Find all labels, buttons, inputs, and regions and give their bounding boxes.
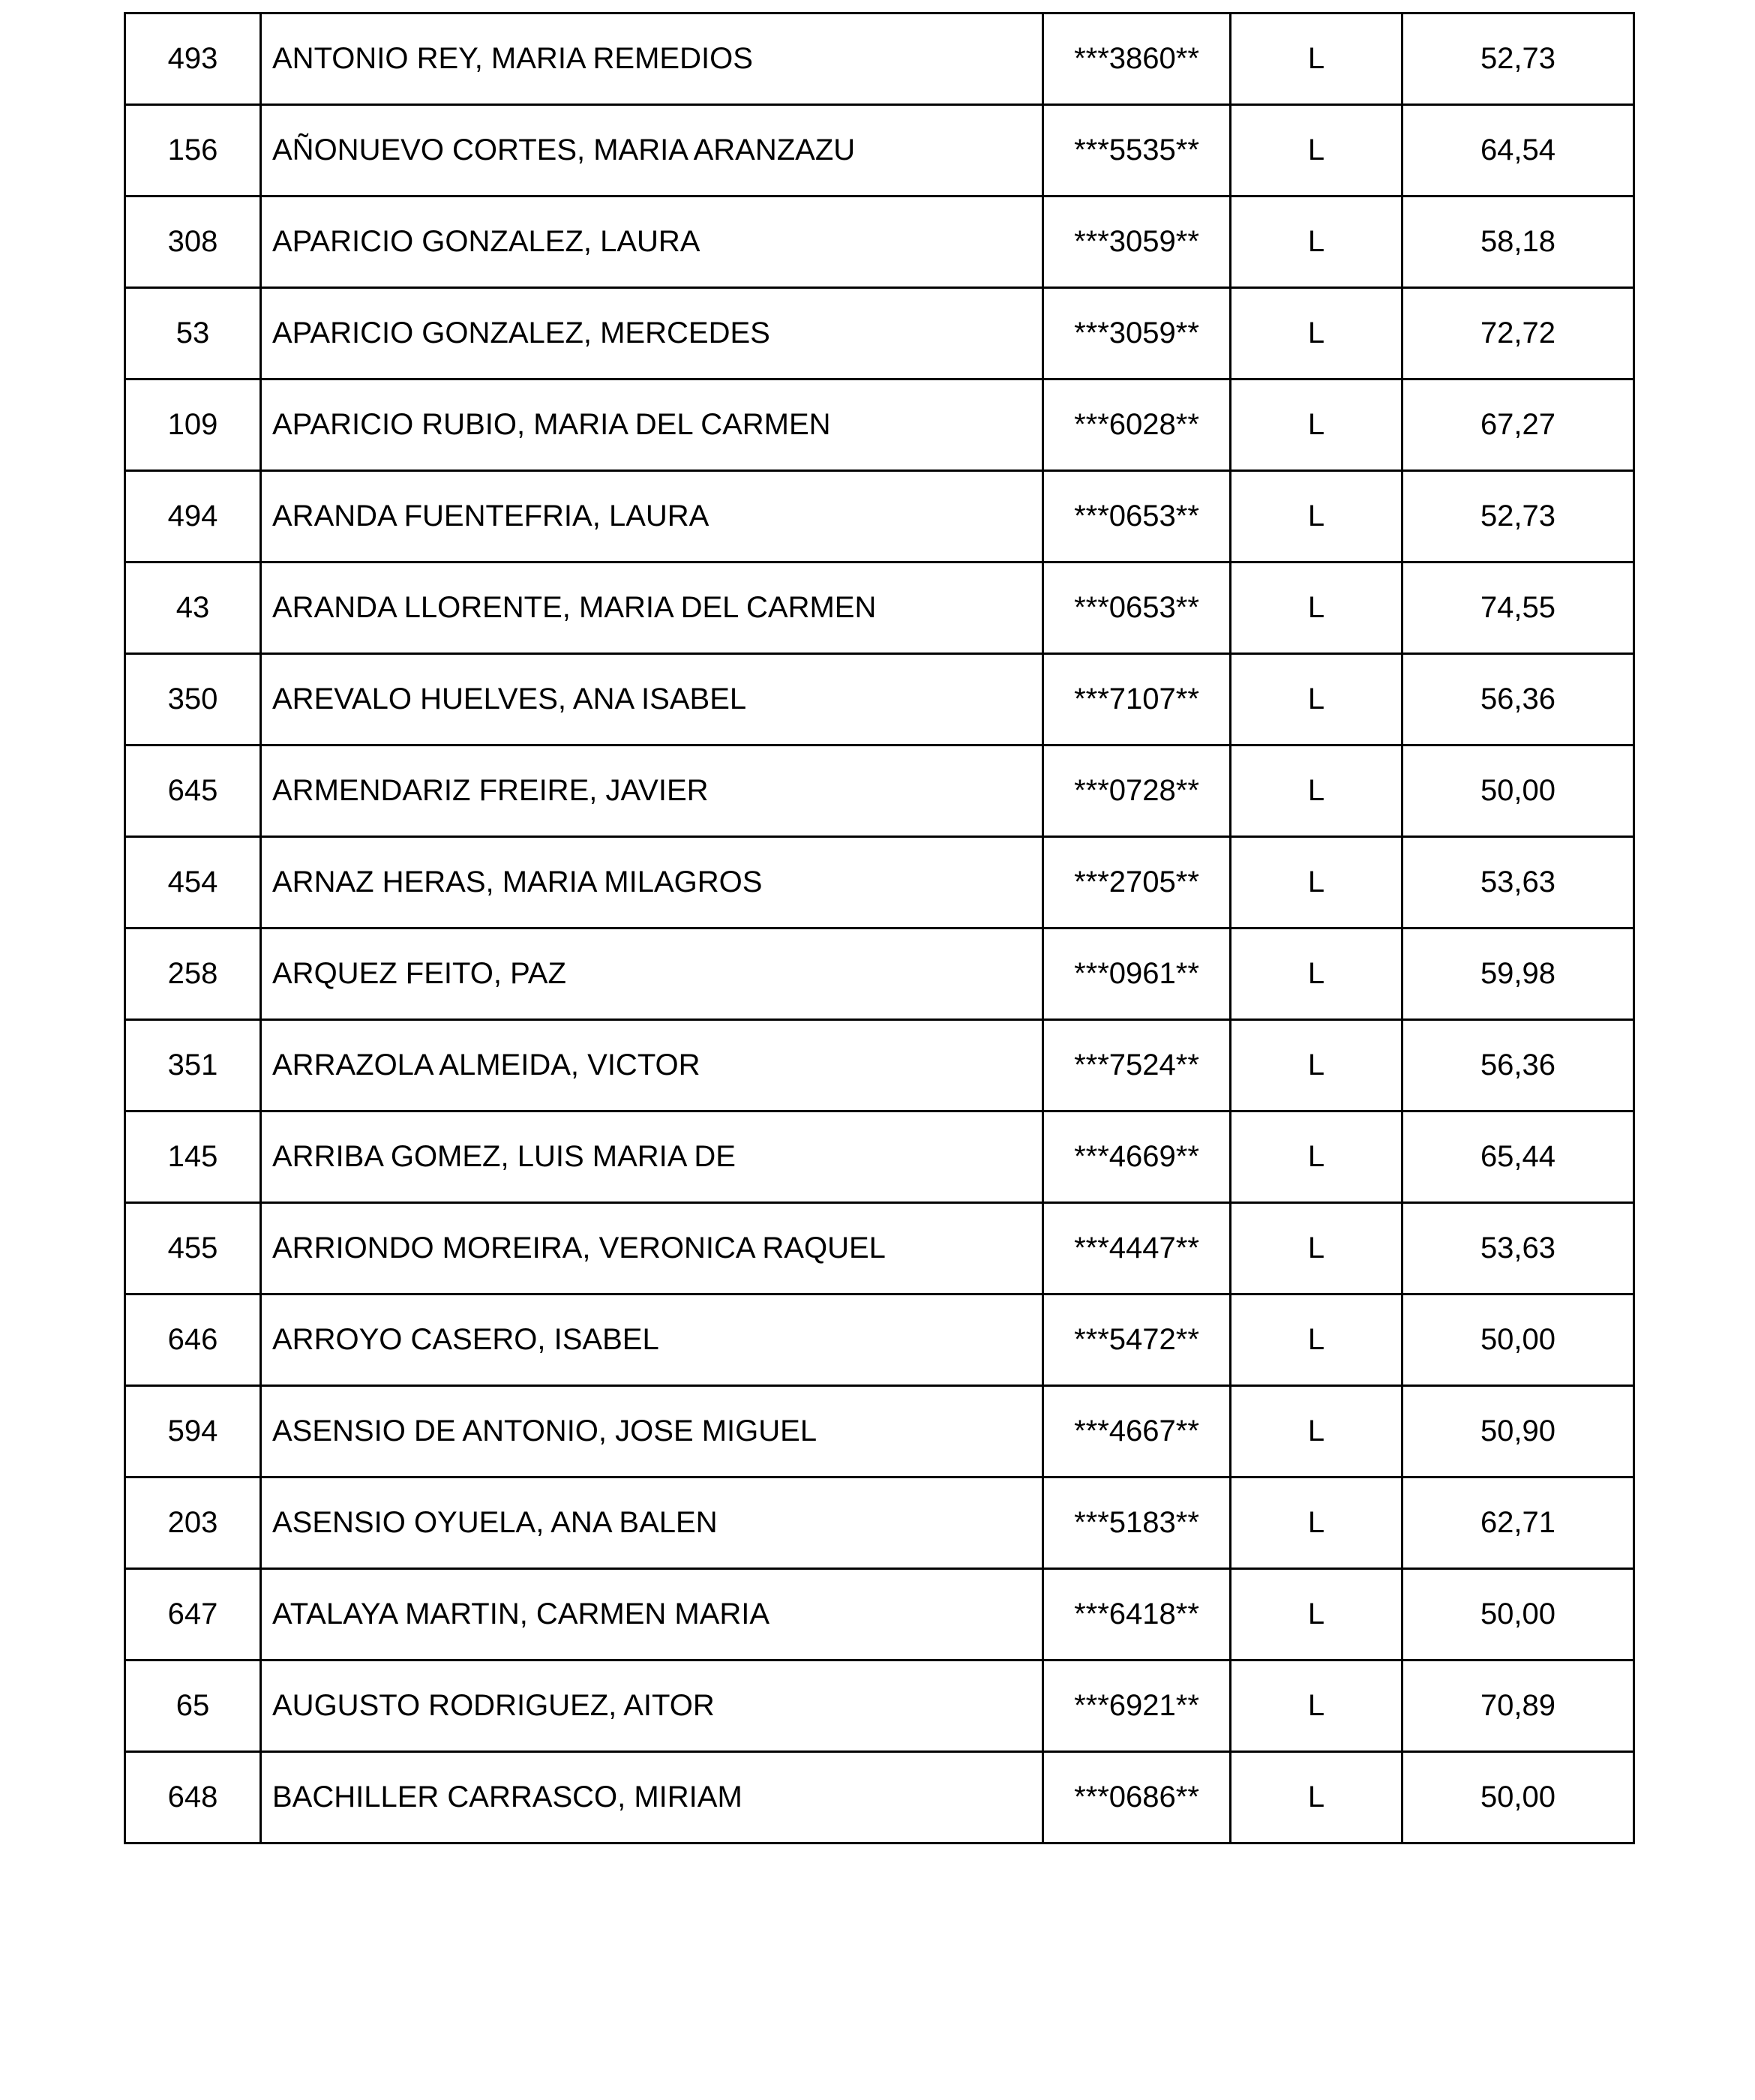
- turn-type-cell: L: [1231, 196, 1402, 288]
- turn-type-cell: L: [1231, 14, 1402, 105]
- table-row: [125, 837, 1634, 928]
- score-cell: 72,72: [1402, 288, 1634, 380]
- turn-type-cell: L: [1231, 1203, 1402, 1294]
- masked-id-cell: ***0961**: [1043, 928, 1231, 1020]
- table-row: [125, 654, 1634, 746]
- masked-id-cell: ***7107**: [1043, 654, 1231, 746]
- applicant-name-cell: ARROYO CASERO, ISABEL: [261, 1294, 1043, 1386]
- order-number-cell: 43: [125, 562, 261, 654]
- order-number-cell: 145: [125, 1112, 261, 1203]
- applicant-name-cell: ASENSIO OYUELA, ANA BALEN: [261, 1478, 1043, 1569]
- score-cell: 52,73: [1402, 14, 1634, 105]
- turn-type-cell: L: [1231, 288, 1402, 380]
- masked-id-cell: ***0686**: [1043, 1752, 1231, 1844]
- order-number-cell: 647: [125, 1569, 261, 1660]
- order-number-cell: 455: [125, 1203, 261, 1294]
- turn-type-cell: L: [1231, 471, 1402, 562]
- masked-id-cell: ***0653**: [1043, 471, 1231, 562]
- masked-id-cell: ***3059**: [1043, 196, 1231, 288]
- turn-type-cell: L: [1231, 654, 1402, 746]
- table-row: [125, 1478, 1634, 1569]
- turn-type-cell: L: [1231, 1020, 1402, 1112]
- table-row: [125, 196, 1634, 288]
- turn-type-cell: L: [1231, 1752, 1402, 1844]
- masked-id-cell: ***6028**: [1043, 380, 1231, 471]
- table-row: [125, 1112, 1634, 1203]
- table-row: [125, 471, 1634, 562]
- order-number-cell: 454: [125, 837, 261, 928]
- table-row: [125, 380, 1634, 471]
- score-cell: 50,00: [1402, 1294, 1634, 1386]
- table-row: [125, 1660, 1634, 1752]
- order-number-cell: 648: [125, 1752, 261, 1844]
- applicant-name-cell: APARICIO GONZALEZ, LAURA: [261, 196, 1043, 288]
- table-row: [125, 562, 1634, 654]
- score-cell: 56,36: [1402, 1020, 1634, 1112]
- applicant-name-cell: ARRIONDO MOREIRA, VERONICA RAQUEL: [261, 1203, 1043, 1294]
- order-number-cell: 494: [125, 471, 261, 562]
- turn-type-cell: L: [1231, 837, 1402, 928]
- masked-id-cell: ***4669**: [1043, 1112, 1231, 1203]
- order-number-cell: 53: [125, 288, 261, 380]
- applicant-name-cell: AUGUSTO RODRIGUEZ, AITOR: [261, 1660, 1043, 1752]
- applicant-name-cell: ARRIBA GOMEZ, LUIS MARIA DE: [261, 1112, 1043, 1203]
- score-cell: 67,27: [1402, 380, 1634, 471]
- order-number-cell: 156: [125, 105, 261, 196]
- applicant-name-cell: ARNAZ HERAS, MARIA MILAGROS: [261, 837, 1043, 928]
- order-number-cell: 258: [125, 928, 261, 1020]
- turn-type-cell: L: [1231, 105, 1402, 196]
- table-row: [125, 1203, 1634, 1294]
- order-number-cell: 350: [125, 654, 261, 746]
- order-number-cell: 594: [125, 1386, 261, 1478]
- score-cell: 58,18: [1402, 196, 1634, 288]
- score-cell: 50,00: [1402, 746, 1634, 837]
- masked-id-cell: ***6418**: [1043, 1569, 1231, 1660]
- applicant-name-cell: APARICIO RUBIO, MARIA DEL CARMEN: [261, 380, 1043, 471]
- masked-id-cell: ***5535**: [1043, 105, 1231, 196]
- masked-id-cell: ***5183**: [1043, 1478, 1231, 1569]
- applicant-name-cell: AREVALO HUELVES, ANA ISABEL: [261, 654, 1043, 746]
- score-cell: 59,98: [1402, 928, 1634, 1020]
- order-number-cell: 493: [125, 14, 261, 105]
- score-cell: 53,63: [1402, 1203, 1634, 1294]
- table-row: [125, 288, 1634, 380]
- turn-type-cell: L: [1231, 1569, 1402, 1660]
- applicant-name-cell: ATALAYA MARTIN, CARMEN MARIA: [261, 1569, 1043, 1660]
- score-cell: 56,36: [1402, 654, 1634, 746]
- score-cell: 65,44: [1402, 1112, 1634, 1203]
- applicant-name-cell: AÑONUEVO CORTES, MARIA ARANZAZU: [261, 105, 1043, 196]
- score-cell: 64,54: [1402, 105, 1634, 196]
- turn-type-cell: L: [1231, 1386, 1402, 1478]
- order-number-cell: 109: [125, 380, 261, 471]
- applicant-name-cell: BACHILLER CARRASCO, MIRIAM: [261, 1752, 1043, 1844]
- order-number-cell: 203: [125, 1478, 261, 1569]
- applicant-name-cell: ARMENDARIZ FREIRE, JAVIER: [261, 746, 1043, 837]
- score-cell: 50,00: [1402, 1569, 1634, 1660]
- table-row: [125, 928, 1634, 1020]
- applicant-name-cell: APARICIO GONZALEZ, MERCEDES: [261, 288, 1043, 380]
- masked-id-cell: ***4447**: [1043, 1203, 1231, 1294]
- score-cell: 70,89: [1402, 1660, 1634, 1752]
- results-table-body: [125, 14, 1634, 1844]
- applicant-name-cell: ASENSIO DE ANTONIO, JOSE MIGUEL: [261, 1386, 1043, 1478]
- score-cell: 52,73: [1402, 471, 1634, 562]
- masked-id-cell: ***7524**: [1043, 1020, 1231, 1112]
- order-number-cell: 351: [125, 1020, 261, 1112]
- table-row: [125, 1386, 1634, 1478]
- turn-type-cell: L: [1231, 1294, 1402, 1386]
- applicant-name-cell: ANTONIO REY, MARIA REMEDIOS: [261, 14, 1043, 105]
- turn-type-cell: L: [1231, 928, 1402, 1020]
- score-cell: 50,00: [1402, 1752, 1634, 1844]
- results-table: [124, 12, 1635, 1844]
- applicant-name-cell: ARRAZOLA ALMEIDA, VICTOR: [261, 1020, 1043, 1112]
- masked-id-cell: ***0653**: [1043, 562, 1231, 654]
- turn-type-cell: L: [1231, 1660, 1402, 1752]
- masked-id-cell: ***0728**: [1043, 746, 1231, 837]
- score-cell: 74,55: [1402, 562, 1634, 654]
- applicant-name-cell: ARANDA LLORENTE, MARIA DEL CARMEN: [261, 562, 1043, 654]
- order-number-cell: 308: [125, 196, 261, 288]
- table-row: [125, 1569, 1634, 1660]
- masked-id-cell: ***5472**: [1043, 1294, 1231, 1386]
- table-row: [125, 746, 1634, 837]
- turn-type-cell: L: [1231, 562, 1402, 654]
- order-number-cell: 645: [125, 746, 261, 837]
- masked-id-cell: ***3860**: [1043, 14, 1231, 105]
- turn-type-cell: L: [1231, 1478, 1402, 1569]
- applicant-name-cell: ARQUEZ FEITO, PAZ: [261, 928, 1043, 1020]
- score-cell: 62,71: [1402, 1478, 1634, 1569]
- score-cell: 50,90: [1402, 1386, 1634, 1478]
- table-row: [125, 1752, 1634, 1844]
- masked-id-cell: ***4667**: [1043, 1386, 1231, 1478]
- table-row: [125, 1020, 1634, 1112]
- turn-type-cell: L: [1231, 746, 1402, 837]
- turn-type-cell: L: [1231, 380, 1402, 471]
- order-number-cell: 646: [125, 1294, 261, 1386]
- masked-id-cell: ***3059**: [1043, 288, 1231, 380]
- applicant-name-cell: ARANDA FUENTEFRIA, LAURA: [261, 471, 1043, 562]
- order-number-cell: 65: [125, 1660, 261, 1752]
- turn-type-cell: L: [1231, 1112, 1402, 1203]
- masked-id-cell: ***6921**: [1043, 1660, 1231, 1752]
- table-row: [125, 14, 1634, 105]
- table-row: [125, 1294, 1634, 1386]
- table-row: [125, 105, 1634, 196]
- masked-id-cell: ***2705**: [1043, 837, 1231, 928]
- score-cell: 53,63: [1402, 837, 1634, 928]
